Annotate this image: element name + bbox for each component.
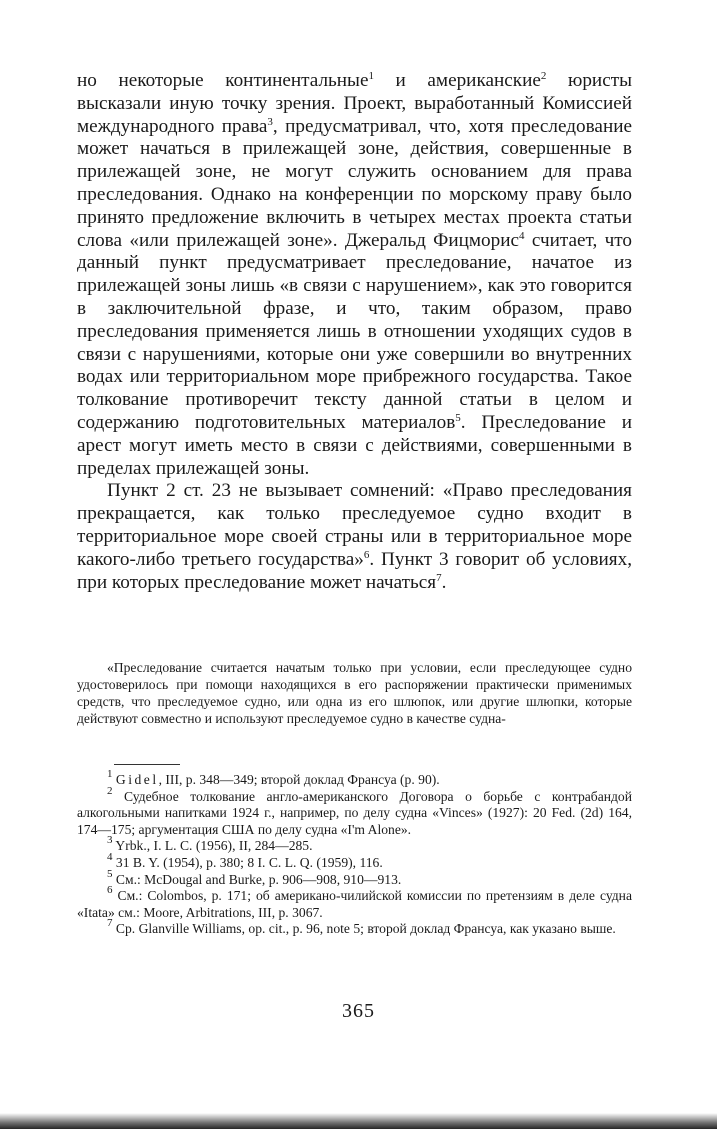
footnote-ref: 4	[519, 229, 525, 242]
text-span: .	[441, 571, 447, 593]
footnote-6	[77, 884, 632, 921]
footnote-number: 3	[107, 834, 113, 847]
text-span: Пункт 2 ст. 23 не вызывает сомнений: «Право преследования прекращается, как только преследуемое судно входит в территориальное море своей страны или в территориальное море какого-либо третьего государства»	[77, 480, 632, 570]
footnote-3	[77, 834, 632, 855]
footnote-2	[77, 784, 632, 839]
footnote-text: 31 B. Y. (1954), p. 380; 8 I. C. L. Q. (1959), 116.	[115, 854, 383, 870]
footnote-4	[77, 850, 632, 872]
footnote-ref: 1	[368, 70, 374, 82]
paragraph-1	[77, 70, 632, 480]
footnote-ref: 2	[540, 70, 547, 82]
footnote-number: 1	[107, 768, 113, 780]
footnote-1	[77, 768, 632, 789]
footnote-number: 6	[107, 884, 113, 897]
block-quote: «Преследование считается начатым только при условии, если преследующее судно удостоверилось при помощи находящихся в его распоряжении практически применимых средств, что преследуемое судно, или одна из его шлюпок, или другие шлюпки, которые действуют совместно и используют преследуемое судно в качестве судна-	[77, 660, 632, 726]
footnote-text: Yrbk., I. L. C. (1956), II, 284—285.	[115, 838, 313, 854]
text-span: . Преследование и арест могут иметь место в связи с действиями, совершенными в пределах прилежащей зоны.	[77, 411, 632, 479]
footnotes	[77, 768, 632, 938]
footnote-ref: 5	[455, 411, 461, 424]
footnote-number: 7	[107, 917, 113, 930]
footnote-7	[77, 917, 632, 938]
page-number: 365	[342, 1000, 375, 1022]
footnote-5	[77, 867, 632, 889]
text-span: . Пункт 3 говорит об условиях, при которых преследование может начаться	[77, 548, 633, 593]
footnote-author: Gidel	[115, 772, 159, 787]
text-span: но некоторые континентальные	[77, 70, 369, 91]
paragraph-2	[77, 480, 632, 594]
footnote-text: , III, p. 348—349; второй доклад Франсуа (p. 90).	[158, 772, 440, 787]
footnote-ref: 6	[363, 548, 370, 561]
footnote-ref: 7	[436, 571, 442, 584]
footnote-text: См.: McDougal and Burke, p. 906—908, 910—913.	[115, 871, 402, 887]
text-span: считает, что данный пункт предусматривает преследование, начатое из прилежащей зоны лишь «в связи с нарушением», как это говорится в заключительной фразе, и что, таким образом, право преследования применяется лишь в отношении уходящих судов в связи с нарушениями, которые они уже совершили во внутренних водах или территориальном море прибрежного государства. Такое толкование противоречит тексту данной статьи в целом и содержанию подготовительных материалов	[77, 229, 632, 433]
footnote-text: Судебное толкование англо-американского Договора о борьбе с контрабандой алкогольными напитками 1924 г., например, по делу судна «Vinces» (1927): 20 Fed. (2d) 164, 174—175; аргументация США по делу судна «I'm Alone».	[77, 788, 632, 837]
footnote-text: См.: Colombos, p. 171; об американо-чилийской комиссии по претензиям в деле судна «Itata» см.: Moore, Arbitrations, III, p. 3067.	[77, 888, 632, 920]
footnote-divider	[114, 764, 180, 765]
footnote-number: 4	[107, 850, 113, 863]
text-span: и американские	[373, 70, 541, 91]
main-text	[77, 70, 632, 594]
text-span: , предусматривал, что, хотя преследование может начаться в прилежащей зоне, действия, совершенные в прилежащей зоне, не могут служить основанием для права преследования. Однако на конференции по морскому праву было принято предложение включить в четырех местах проекта статьи слова «или прилежащей зоне». Джеральд Фицморис	[77, 115, 632, 251]
footnote-ref: 3	[267, 115, 273, 128]
footnote-number: 5	[107, 867, 113, 880]
footnote-number: 2	[107, 784, 113, 797]
page-edge-shadow	[0, 1113, 717, 1129]
text-span: юристы высказали иную точку зрения. Проект, выработанный Комиссией международного права	[77, 70, 632, 137]
footnote-text: Ср. Glanville Williams, op. cit., p. 96, note 5; второй доклад Франсуа, как указано выше.	[115, 921, 616, 937]
